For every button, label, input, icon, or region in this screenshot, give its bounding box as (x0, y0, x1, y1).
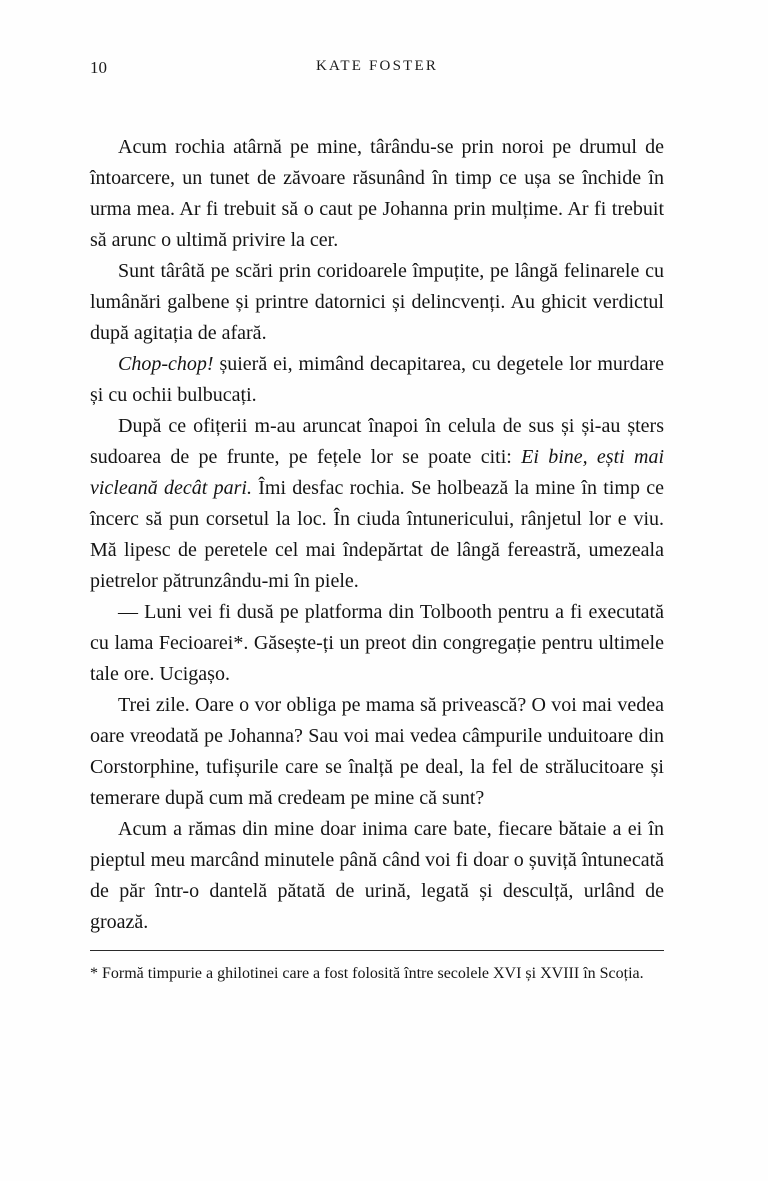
paragraph-text: Îmi desfac rochia. Se holbează la mine în timp ce încerc să pun corsetul la loc. În ciuda întunericului, rânjetul lor e viu. Mă lipesc de peretele cel mai îndepărtat de lângă fereastră, umezeala pietrelor pătrunzându-mi în piele. (90, 477, 664, 592)
paragraph-text: Sunt târâtă pe scări prin coridoarele împuțite, pe lângă felinarele cu lumânări galbene și printre datornici și delincvenți. Au ghicit verdictul după agitația de afară. (90, 260, 664, 344)
footnote-text: * Formă timpurie a ghilotinei care a fost folosită între secolele XVI și XVIII în Scoția. (90, 965, 644, 982)
author-running-title: KATE FOSTER (315, 58, 439, 74)
paragraph (90, 132, 664, 256)
paragraph (90, 814, 664, 938)
paragraph-text: — Luni vei fi dusă pe platforma din Tolbooth pentru a fi executată cu lama Fecioarei*. Găsește-ți un preot din congregație pentru ultimele tale ore. Ucigașo. (90, 601, 664, 685)
paragraph-text: Trei zile. Oare o vor obliga pe mama să privească? O voi mai vedea oare vreodată pe Johanna? Sau voi mai vedea câmpurile unduitoare din Corstorphine, tufișurile care se înalță pe deal, la fel de strălucitoare și temerare după cum mă credeam pe mine că sunt? (90, 694, 664, 809)
paragraph-text-italic: Ei bine, ești mai vicleană decât pari. (90, 446, 664, 499)
paragraph-text: Acum rochia atârnă pe mine, târându-se prin noroi pe drumul de întoarcere, un tunet de zăvoare răsunând în timp ce ușa se închide în urma mea. Ar fi trebuit să o caut pe Johanna prin mulțime. Ar fi trebuit să arunc o ultimă privire la cer. (90, 136, 664, 251)
running-header (90, 58, 664, 80)
paragraph-text: șuieră ei, mimând decapitarea, cu degetele lor murdare și cu ochii bulbucați. (90, 353, 664, 406)
paragraph-text: După ce ofițerii m-au aruncat înapoi în celula de sus și și-au șters sudoarea de pe frunte, pe fețele lor se poate citi: (90, 415, 664, 468)
paragraph-dialogue (90, 597, 664, 690)
paragraph (90, 690, 664, 814)
paragraph (90, 256, 664, 349)
footnote-section (90, 950, 664, 988)
body-text (90, 132, 664, 938)
paragraph (90, 349, 664, 411)
page-number: 10 (90, 58, 107, 77)
paragraph (90, 411, 664, 597)
paragraph-text: Acum a rămas din mine doar inima care bate, fiecare bătaie a ei în pieptul meu marcând minutele până când voi fi doar o șuviță întunecată de păr într-o dantelă pătată de urină, legată și desculță, urlând de groază. (90, 818, 664, 933)
paragraph-text-italic: Chop-chop! (118, 353, 214, 375)
